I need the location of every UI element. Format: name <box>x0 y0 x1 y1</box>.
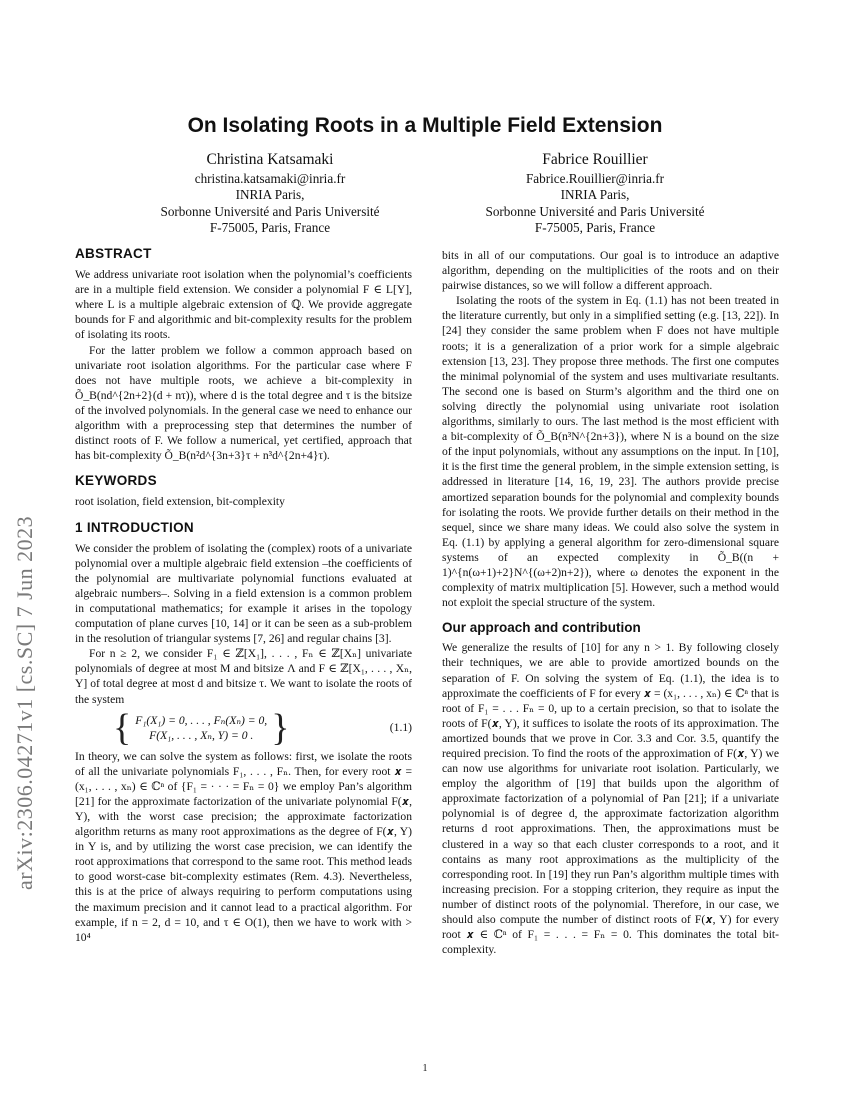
author-affiliation: INRIA Paris, <box>560 187 630 202</box>
subsection-heading: Our approach and contribution <box>442 620 641 636</box>
paper-title: On Isolating Roots in a Multiple Field Extension <box>187 114 663 137</box>
equation-line: F(X₁, . . . , Xₙ, Y) = 0 . <box>149 728 254 742</box>
right-column <box>442 248 779 957</box>
introduction-heading: 1 INTRODUCTION <box>75 519 194 535</box>
abstract-heading: ABSTRACT <box>75 246 152 261</box>
author-affiliation: F-75005, Paris, France <box>209 220 331 235</box>
left-brace: { <box>113 706 132 749</box>
author-name: Fabrice Rouillier <box>542 151 648 168</box>
keywords-heading: KEYWORDS <box>75 473 157 489</box>
intro-paragraph: For n ≥ 2, we consider F₁ ∈ ℤ[X₁], . . . , Fₙ ∈ ℤ[Xₙ] univariate polynomials of degree at most M and bitsize Λ and F ∈ ℤ[X₁, . . . , Xₙ, Y] of total degree at most d and bitsize τ. We want to isolate the roots of the system <box>75 647 412 706</box>
intro-paragraph: In theory, we can solve the system as follows: first, we isolate the roots of all the univariate polynomials F₁, . . . , Fₙ. Then, for every root 𝒙 = (x₁, . . . , xₙ) ∈ ℂⁿ of {F₁ = · · · = Fₙ = 0} we employ Pan’s algorithm [21] for the approximate factorization of the univariate polynomial F(𝒙, Y), with the worst case precision; the approximate factorization algorithm returns as many root approximations as the degree of F(𝒙, Y) in Y is, and by utilizing the worst case precision, we can identify the root approximations that correspond to the same root. This method leads to good worst-case bit-complexity estimates (Rem. 4.3). Nevertheless, this is at the price of always requiring to perform computations using the maximum precision and it cannot lead to a practical algorithm. For example, if n = 2, d = 10, and τ ∈ O(1), then we have to work with > 10⁴ <box>75 749 412 944</box>
right-brace: } <box>271 706 290 749</box>
author-affiliation: F-75005, Paris, France <box>534 220 656 235</box>
arxiv-identifier: arXiv:2306.04271v1 [cs.SC] 7 Jun 2023 <box>12 515 37 890</box>
author-affiliation: Sorbonne Université and Paris Université <box>485 203 705 219</box>
intro-paragraph: We consider the problem of isolating the (complex) roots of a univariate polynomial over a multiple algebraic field extension –the coefficients of the polynomial are multivariate polynomial functions evaluated at algebraic numbers–. Solving in a field extension is a common problem in computational mathematics; for example it arises in the topology computation of plane curves [10, 14] or it can be seen as a sub-problem in the resolution of triangular systems [7, 26] and regular chains [3]. <box>75 541 412 646</box>
equation-line: F₁(X₁) = 0, . . . , Fₙ(Xₙ) = 0, <box>135 713 268 727</box>
author-email: Fabrice.Rouillier@inria.fr <box>525 170 665 186</box>
author-affiliation: INRIA Paris, <box>235 187 305 202</box>
author-block-1 <box>120 152 420 237</box>
keywords-text: root isolation, field extension, bit-complexity <box>75 495 285 509</box>
author-name: Christina Katsamaki <box>206 151 334 168</box>
equation-1-1 <box>75 706 412 749</box>
abstract-paragraph: For the latter problem we follow a common approach based on univariate root isolation algorithms. For the particular case where F does not have multiple roots, we achieve a bit-complexity in Õ_B(nd^{2n+2}(d + nτ)), where d is the total degree and τ is the bitsize of the involved polynomials. In the general case we need to enhance our algorithm with a preprocessing step that determines the number of distinct roots of F. We follow a numerical, yet certified, approach that has bit-complexity Õ_B(n²d^{3n+3}τ + n³d^{2n+4}τ). <box>75 343 412 463</box>
left-column <box>75 246 412 945</box>
body-paragraph: Isolating the roots of the system in Eq. (1.1) has not been treated in the literature currently, but only in a simplified setting (e.g. [13, 22]). In [24] they consider the same problem when F does not have multiple roots; it is a generalization of a prior work for a simple algebraic extension [13, 23]. They propose three methods. The first one computes the minimal polynomial of the system and uses multivariate resultants. The second one is based on Sturm’s algorithm and the third one on solving directly the polynomial using univariate root isolation algorithms, similarly to ours. The last method is the most efficient with a bit-complexity of Õ_B(n³N^{2n+3}), where N is a bound on the size of the input polynomials, without any assumptions on the input. In [10], it is the first time the general problem, in the simple extension setting, is addressed in literature [14, 16, 19, 23]. The authors provide precise amortized separation bounds for the polynomial and complexity bounds for isolating the roots. We provide further details on their method in the sequel, since we share many ideas. We could also solve the system in Eq. (1.1) by applying a general algorithm for zero-dimensional square systems of an expected complexity in Õ_B((n + 1)^{n(ω+1)+2}N^{(ω+2)n+2}), where ω denotes the exponent in the complexity of matrix multiplication [5]. However, such a method would not exploit the special structure of the system. <box>442 294 779 610</box>
author-email: christina.katsamaki@inria.fr <box>194 170 346 186</box>
equation-number: (1.1) <box>389 721 412 735</box>
author-block-2 <box>445 152 745 237</box>
abstract-paragraph: We address univariate root isolation when the polynomial’s coefficients are in a multiple field extension. We consider a polynomial F ∈ L[Y], where L is a multiple algebraic extension of ℚ. We provide aggregate bounds for F and algorithmic and bit-complexity results for the problem of isolating its roots. <box>75 268 412 342</box>
page-number: 1 <box>422 1063 428 1074</box>
body-paragraph: bits in all of our computations. Our goal is to introduce an adaptive algorithm, depending on the multiplicities of the roots and on their pairwise distances, so we will follow a different approach. <box>442 249 779 293</box>
author-affiliation: Sorbonne Université and Paris Université <box>160 203 380 219</box>
body-paragraph: We generalize the results of [10] for any n > 1. By following closely their techniques, we are able to provide amortized bounds on the separation of F. On solving the system of Eq. (1.1), the idea is to approximate the coefficients of F for every 𝒙 = (x₁, . . . , xₙ) ∈ ℂⁿ that is root of F₁ = . . . Fₙ = 0, up to a certain precision, so that to isolate the roots of F(𝒙, Y), it suffices to isolate the roots of its approximation. The amortized bounds that we prove in Cor. 3.3 and Cor. 3.5, quantify the required precision. To find the roots of the approximation of F(𝒙, Y) we can now use algorithms for univariate root isolation. Particularly, we employ the algorithm of [19] that builds upon the algorithm of approximate factorization of a polynomial of Pan [21]; if a univariate polynomial is of degree d, the approximate factorization algorithm returns d root approximations. Then, the approximations must be clustered in a way so that each cluster corresponds to a root, and it contains as many root approximations as the multiplicity of the corresponding root. In [19] they run Pan’s algorithm multiple times with increasing precision. For a stopping criterion, they require as input the number of distinct roots of the polynomial. Therefore, in our case, we should also compute the number of distinct roots of F(𝒙, Y) for every root 𝒙 ∈ ℂⁿ of F₁ = . . . = Fₙ = 0. This dominates the total bit-complexity. <box>442 641 779 957</box>
